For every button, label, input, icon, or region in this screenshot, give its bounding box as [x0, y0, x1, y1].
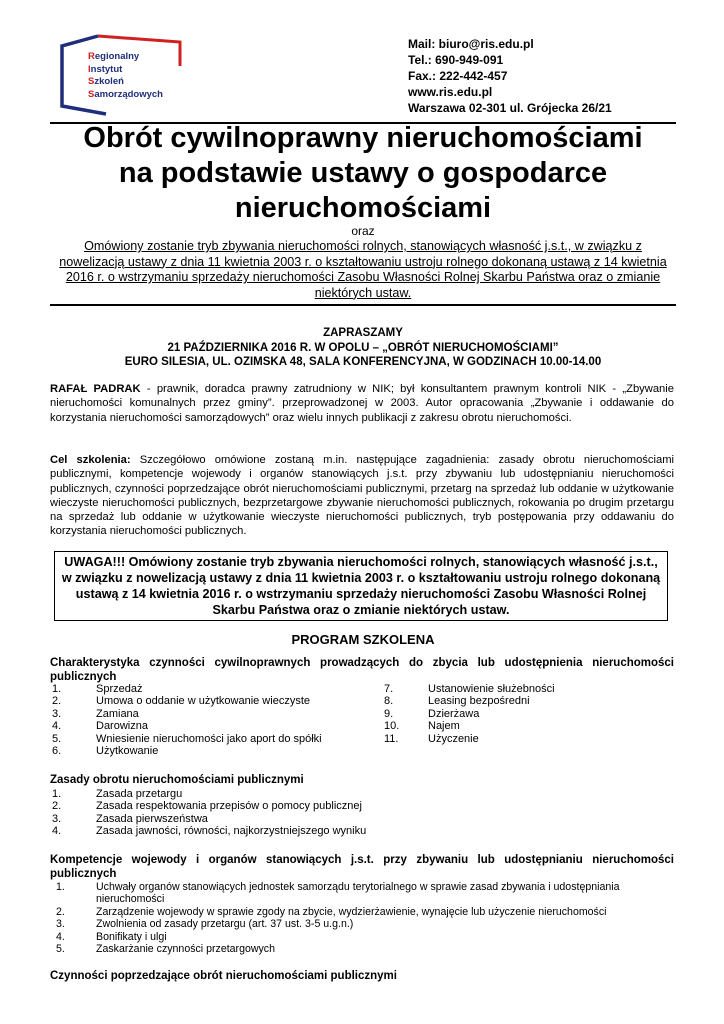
trainer-text: - prawnik, doradca prawny zatrudniony w NIK; był konsultantem prawnym kontroli NIK - „Zbywanie nieruchomości komunalnych przez gminy”. przeprowadzonej w 2003. Autor opracowania „Zbywanie i oddawanie do korzystania nieruchomości samorządowych” oraz wielu innych publikacji z zakresu obrotu nieruchomości. — [50, 383, 674, 424]
section-1-list-right — [384, 683, 584, 745]
section-heading: Charakterystyka czynności cywilnoprawnych prowadzących do zbycia lub udostępnienia nieruchomości publicznych — [50, 657, 674, 683]
list-item: 1. Zasada przetargu — [52, 788, 183, 800]
title-line: Obrót cywilnoprawny nieruchomościami — [83, 122, 643, 154]
list-item: 3. Zamiana — [52, 707, 139, 720]
contact-tel: Tel.: 690-949-091 — [408, 53, 504, 67]
list-item: 9. Dzierżawa — [384, 707, 480, 720]
logo — [58, 34, 188, 116]
list-item: 4. Darowizna — [52, 720, 148, 733]
title-line: na podstawie ustawy o gospodarce — [118, 157, 608, 189]
page-title — [50, 121, 676, 226]
logo-line: Regionalny — [88, 51, 140, 62]
oraz-label: oraz — [351, 224, 375, 238]
list-item: 1. Sprzedaż — [52, 683, 143, 695]
contact-address: Warszawa 02-301 ul. Grójecka 26/21 — [408, 101, 612, 115]
goal-label: Cel szkolenia: — [50, 454, 131, 466]
training-goal — [50, 453, 674, 539]
trainer-name: RAFAŁ PADRAK — [50, 383, 141, 395]
list-item: 5. Zaskarżanie czynności przetargowych — [56, 943, 275, 956]
warning-box: UWAGA!!! Omówiony zostanie tryb zbywania nieruchomości rolnych, stanowiących własność j.s.t., w związku z nowelizacją ustawy z dnia 11 kwietnia 2003 r. o kształtowaniu ustroju rolnego dokonaną ustawą z 14 kwietnia 2016 r. o wstrzymaniu sprzedaży nieruchomości Zasobu Własności Rolnej Skarbu Państwa oraz o zmianie niektórych ustaw. — [54, 551, 668, 621]
list-item: 7. Ustanowienie służebności — [384, 683, 555, 695]
invitation — [50, 326, 676, 370]
list-item: 5. Wniesienie nieruchomości jako aport do spółki — [52, 732, 322, 745]
logo-line: Szkoleń — [88, 76, 124, 87]
list-item: 4. Zasada jawności, równości, najkorzystniejszego wyniku — [52, 825, 367, 838]
list-item: 2. Zasada respektowania przepisów o pomocy publicznej — [52, 800, 362, 813]
trainer-bio — [50, 382, 674, 425]
section-1-list-left — [52, 683, 352, 757]
logo-line: Samorządowych — [88, 88, 163, 100]
mid-divider — [50, 304, 676, 306]
list-item: 2. Zarządzenie wojewody w sprawie zgody na zbycie, wydzierżawienie, wynajęcie lub użyczenie nieruchomości — [56, 905, 607, 918]
contact-mail[interactable]: Mail: biuro@ris.edu.pl — [408, 37, 534, 51]
subtitle: Omówiony zostanie tryb zbywania nieruchomości rolnych, stanowiących własność j.s.t., w związku z nowelizacją ustawy z dnia 11 kwietnia 2003 r. o kształtowaniu ustroju rolnego dokonaną ustawą z 14 kwietnia 2016 r. o wstrzymaniu sprzedaży nieruchomości Zasobu Własności Rolnej Skarbu Państwa oraz o zmianie niektórych ustaw. — [59, 239, 667, 300]
section-heading: Kompetencje wojewody i organów stanowiących j.s.t. przy zbywaniu lub udostępnianiu nieruchomości publicznych — [50, 854, 674, 880]
invite-venue: EURO SILESIA, UL. OZIMSKA 48, SALA KONFERENCYJNA, W GODZINACH 10.00-14.00 — [124, 356, 602, 368]
list-item: 8. Leasing bezpośredni — [384, 695, 530, 708]
logo-text — [88, 51, 163, 101]
list-item: 2. Umowa o oddanie w użytkowanie wieczyste — [52, 695, 310, 708]
section-2-list — [52, 788, 452, 838]
list-item: 4. Bonifikaty i ulgi — [56, 930, 167, 943]
list-item: 6. Użytkowanie — [52, 745, 159, 758]
section-heading: Czynności poprzedzające obrót nieruchomościami publicznymi — [50, 970, 397, 982]
logo-line: Instytut — [88, 63, 123, 75]
title-line: nieruchomościami — [234, 192, 492, 224]
section-3-list — [52, 881, 662, 955]
contact-www[interactable]: www.ris.edu.pl — [408, 85, 493, 99]
program-title: PROGRAM SZKOLENA — [291, 632, 435, 647]
contact-info — [408, 36, 612, 116]
section-heading: Zasady obrotu nieruchomościami publicznymi — [50, 774, 304, 786]
list-item: 10. Najem — [384, 720, 460, 733]
list-item: 1. Uchwały organów stanowiących jednostek samorządu terytorialnego w sprawie zasad zbywania i udostępniania nieruchomości — [56, 881, 620, 906]
invite-heading: ZAPRASZAMY — [323, 327, 403, 339]
goal-text: Szczegółowo omówione zostaną m.in. następujące zagadnienia: zasady obrotu nieruchomościami publicznymi, kompetencje wojewody i organów stanowiących j.s.t. przy zbywaniu lub udostępnianiu nieruchomości publicznych, czynności poprzedzające obrót nieruchomościami publicznymi, przetarg na sprzedaż lub oddanie w użytkowanie wieczyste nieruchomości publicznych, bezprzetargowe zbywanie nieruchomości publicznych, rokowania po drugim przetargu na sprzedaż lub oddanie w użytkowanie wieczyste nieruchomości publicznych, tryb postępowania przy oddawaniu do korzystania nieruchomości publicznych. — [50, 454, 675, 538]
list-item: 11. Użyczenie — [384, 732, 479, 745]
invite-date: 21 PAŹDZIERNIKA 2016 R. W OPOLU – „OBRÓT NIERUCHOMOŚCIAMI” — [167, 341, 559, 354]
list-item: 3. Zasada pierwszeństwa — [52, 812, 208, 825]
list-item: 3. Zwolnienia od zasady przetargu (art. 37 ust. 3-5 u.g.n.) — [56, 918, 354, 931]
contact-fax: Fax.: 222-442-457 — [408, 69, 508, 83]
